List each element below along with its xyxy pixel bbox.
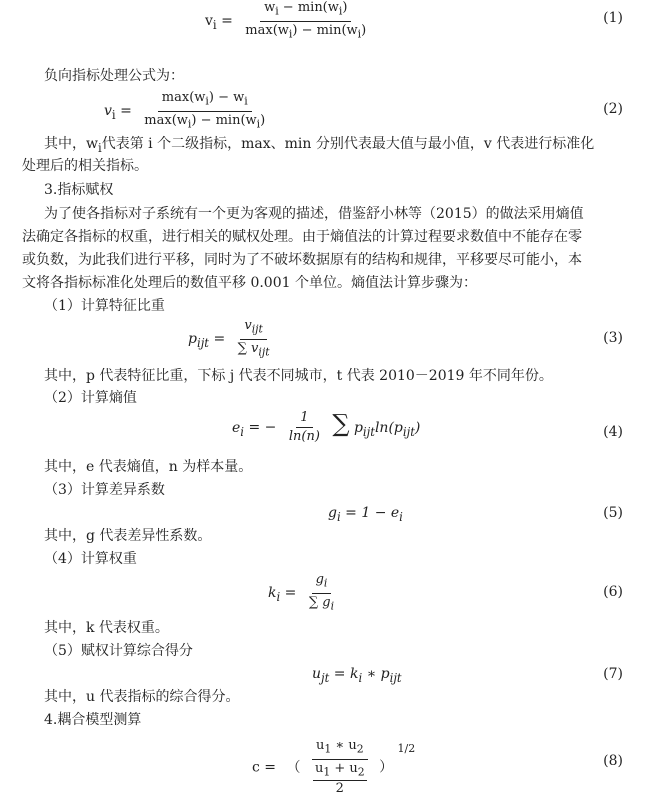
eq6-number: (6) [603,584,623,600]
eq3-fraction: $\frac{v_{ijt}}{\sum v_{ijt}}$ [237,318,270,359]
paragraph-line-3: 或负数，为此我们进行平移，同时为了不破坏数据原有的结构和规律，平移要尽可能小，本 [22,252,582,268]
equation-1: $v_i$ = $\frac{w_i - \min(w_i)}{\max(w_i) - \min(w_i)}$ [205,0,374,42]
eq4-fraction: $\frac{1}{\ln(n)}$ [288,410,320,444]
section-3-heading: 3.指标赋权 [44,182,114,198]
step-3-heading: （3）计算差异系数 [44,482,165,498]
negative-indicator-heading: 负向指标处理公式为： [44,68,184,84]
desc3: 其中，p 代表特征比重，下标 j 代表不同城市，t 代表 2010－2019 年不同年份。 [44,368,553,384]
eq2-fraction: $\frac{\max(w_i) - w_i}{\max(w_i) - \min(w_i)}$ [144,90,266,131]
eq4-number: (4) [603,424,623,440]
eq1-number: (1) [603,10,623,26]
equation-6: $k_i$ = $\frac{g_i}{\sum g_i}$ [268,572,342,614]
eq7-number: (7) [603,666,623,682]
sum-symbol: ∑ [332,409,350,438]
eq8-fraction: $u_1$ ∗ $u_2$ $u_1 + u_2$ 2 [309,738,371,797]
equation-7: $u_{jt} = k_i$ ∗ $p_{ijt}$ [312,666,402,685]
equation-8: c = （ $u_1$ ∗ $u_2$ $u_1 + u_2$ 2 ） $^{1/2}$ [252,738,416,797]
equation-3: $p_{ijt}$ = $\frac{v_{ijt}}{\sum v_{ijt}}$ [188,318,278,360]
equation-5: $g_i = 1 - e_i$ [328,505,403,524]
paragraph-line-4: 文将各指标标准化处理后的数值平移 0.001 个单位。熵值法计算步骤为： [22,275,477,291]
step-2-heading: （2）计算熵值 [44,390,137,406]
desc6: 其中，k 代表权重。 [44,620,169,636]
equation-2: $v_i$ = $\frac{\max(w_i) - w_i}{\max(w_i) - \min(w_i)}$ [104,90,273,132]
eq1-fraction: $\frac{w_i - \min(w_i)}{\max(w_i) - \min(w_i)}$ [245,0,367,41]
eq3-number: (3) [603,330,623,346]
eq2-number: (2) [603,101,623,117]
eq5-number: (5) [603,505,623,521]
section-4-heading: 4.耦合模型测算 [44,712,142,728]
eq1-lhs: $v_i$ [205,13,217,32]
step-5-heading: （5）赋权计算综合得分 [44,643,193,659]
eq6-fraction: $\frac{g_i}{\sum g_i}$ [308,572,335,613]
desc4: 其中，e 代表熵值，n 为样本量。 [44,459,253,475]
eq8-exponent: 1/2 [397,741,416,755]
equation-4: $e_i$ = − $\frac{1}{\ln(n)}$ ∑ $p_{ijt}\ln(p_{ijt})$ [232,409,421,444]
desc1-line2: 处理后的相关指标。 [22,158,148,174]
paragraph-line-1: 为了使各指标对子系统有一个更为客观的描述，借鉴舒小林等（2015）的做法采用熵值 [44,206,584,222]
paragraph-line-2: 法确定各指标的权重，进行相关的赋权处理。由于熵值法的计算过程要求数值中不能存在零 [22,229,582,245]
step-4-heading: （4）计算权重 [44,551,137,567]
desc5: 其中，g 代表差异性系数。 [44,528,212,544]
step-1-heading: （1）计算特征比重 [44,298,165,314]
desc1-line1: 其中，$w_i$代表第 i 个二级指标，max、min 分别代表最大值与最小值，v 代表进行标准化 [44,136,595,155]
eq8-number: (8) [603,753,623,769]
desc7: 其中，u 代表指标的综合得分。 [44,689,240,705]
